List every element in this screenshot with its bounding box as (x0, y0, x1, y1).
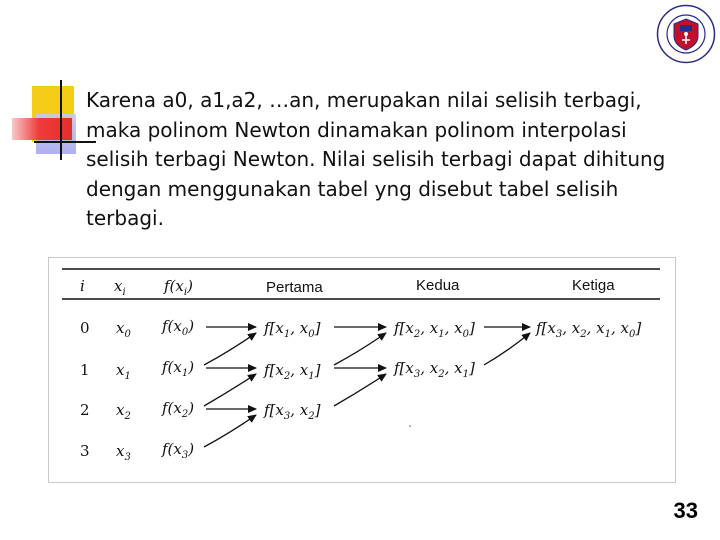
arrow-first2-to-second1 (334, 374, 386, 406)
third-order-0: $f[x_3$, $x_2$, $x_1$, $x_0$] (536, 319, 642, 340)
row-1-i: 1 (80, 361, 90, 379)
header-fxi: $f(x_i)$ (164, 277, 193, 298)
slide-paragraph: Karena a0, a1,a2, …an, merupakan nilai selisih terbagi, maka polinom Newton dinamakan polinom interpolasi selisih terbagi Newton. Nilai selisih terbagi dapat dihitung dengan menggunakan tabel yng disebut tabel selisih terbagi. (86, 88, 666, 230)
header-xi: $x_i$ (114, 277, 126, 298)
header-i: i (80, 277, 85, 295)
row-2-fx: $f(x_2)$ (162, 399, 195, 420)
second-order-1: $f[x_3$, $x_2$, $x_1$] (394, 359, 475, 380)
row-0-fx: $f(x_0)$ (162, 317, 195, 338)
header-second-order: Kedua (416, 277, 460, 294)
row-0-x: $x_0$ (116, 319, 131, 340)
row-1-x: $x_1$ (116, 361, 131, 382)
first-order-2: $f[x_3$, $x_2$] (264, 401, 321, 422)
row-3-i: 3 (80, 442, 90, 460)
row-3-x: $x_3$ (116, 442, 131, 463)
arrow-second1-to-third0 (484, 333, 530, 365)
page-number: 33 (673, 498, 698, 523)
first-order-1: $f[x_2$, $x_1$] (264, 361, 321, 382)
row-2-i: 2 (80, 401, 90, 419)
first-order-0: $f[x_1$, $x_0$] (264, 319, 321, 340)
arrow-f3-to-first2 (204, 415, 256, 447)
header-third-order: Ketiga (572, 277, 615, 294)
arrow-f2-to-first1 (204, 374, 256, 406)
row-2-x: $x_2$ (116, 401, 131, 422)
row-0-i: 0 (80, 319, 90, 337)
divided-difference-table (58, 263, 664, 475)
decor-vertical-line (60, 80, 62, 160)
arrow-f1-to-first0 (204, 333, 256, 365)
scan-speck (409, 425, 411, 427)
row-3-fx: $f(x_3)$ (162, 440, 195, 461)
decor-red-bar (12, 118, 72, 140)
row-1-fx: $f(x_1)$ (162, 358, 195, 379)
second-order-0: $f[x_2$, $x_1$, $x_0$] (394, 319, 475, 340)
header-first-order: Pertama (266, 279, 323, 296)
arrow-first1-to-second0 (334, 333, 386, 365)
university-logo (656, 4, 716, 64)
